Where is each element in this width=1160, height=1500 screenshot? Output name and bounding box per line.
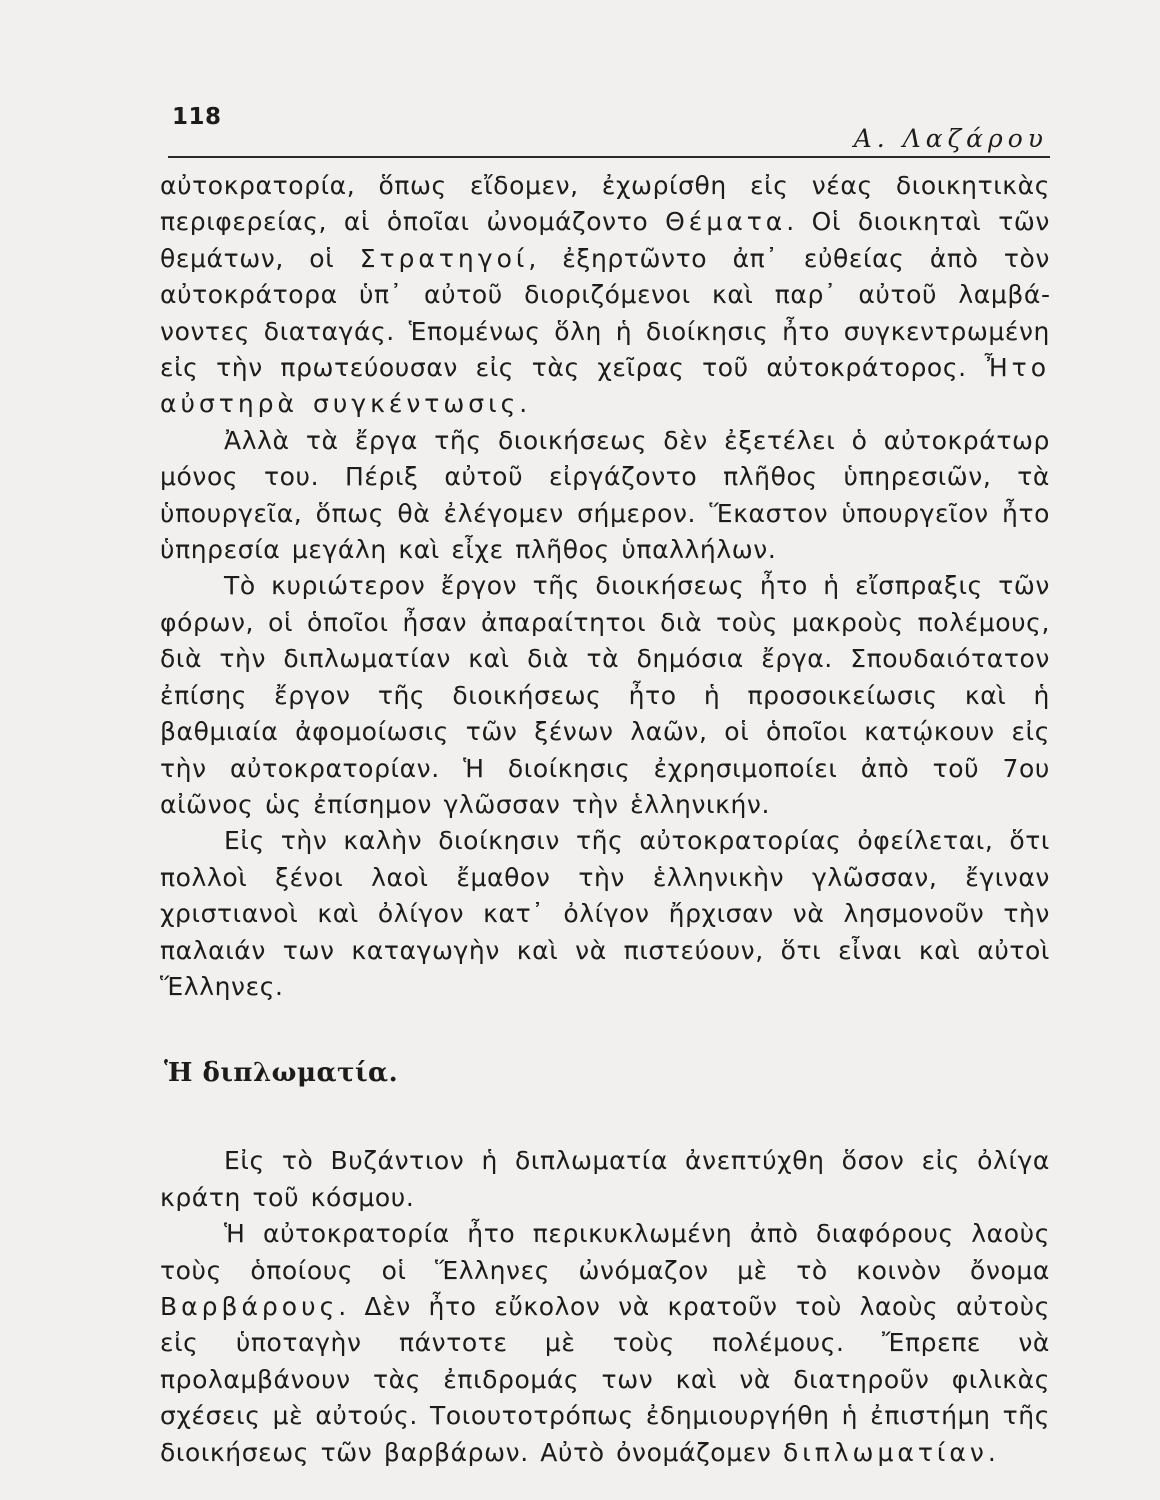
paragraph-themata <box>160 168 1050 423</box>
paragraph-text: . <box>987 1437 997 1467</box>
spaced-term-themata: Θέματα <box>665 207 787 237</box>
paragraph-text: . Οἱ διοικηταὶ τῶν θεμάτων, οἱ <box>160 207 1050 273</box>
spaced-term-barbarians: Βαρβάρους <box>160 1291 339 1321</box>
page-body <box>160 168 1050 1471</box>
paragraph-diplomacy-intro: Εἰς τὸ Βυζάντιον ἡ διπλωματία ἀνεπτύχθη ὅσον εἰς ὀλίγα κράτη τοῦ κόσμου. <box>160 1146 1050 1212</box>
running-head-author: Α. Λαζάρου <box>853 124 1048 153</box>
spaced-term-strategoi: Στρατηγοί <box>359 243 529 273</box>
page-number: 118 <box>172 104 222 130</box>
paragraph-barbarians <box>160 1216 1050 1471</box>
paragraph-hellenization: Εἰς τὴν καλὴν διοίκησιν τῆς αὐτοκρατορίας ὀφείλεται, ὅτι πολλοὶ ξένοι λαοὶ ἔμαθον τὴν ἑλληνικὴν γλῶσσαν, ἔγιναν χριστιανοὶ καὶ ὀλίγον κατ᾿ ὀλίγον ἤρχισαν νὰ λησμονοῦν τὴν παλαιάν των καταγωγὴν καὶ νὰ πιστεύουν, ὅτι εἶναι καὶ αὐτοὶ Ἕλληνες. <box>160 826 1050 1001</box>
paragraph-taxes: Τὸ κυριώτερον ἔργον τῆς διοικήσεως ἦτο ἡ εἴσπραξις τῶν φόρων, οἱ ὁποῖοι ἦσαν ἀπαραίτητοι διὰ τοὺς μακροὺς πολέμους, διὰ τὴν διπλωματίαν καὶ διὰ τὰ δημόσια ἔργα. Σπουδαιότατον ἐπίσης ἔργον τῆς διοικήσεως ἦτο ἡ προσοικείωσις καὶ ἡ βαθμιαία ἀφομοίωσις τῶν ξένων λαῶν, οἱ ὁποῖοι κατῴκουν εἰς τὴν αὐτοκρατορίαν. Ἡ διοίκησις ἐχρησιμοποίει ἀπὸ τοῦ 7ου αἰῶνος ὡς ἐπίσημον γλῶσσαν τὴν ἑλληνικήν. <box>160 571 1050 819</box>
paragraph-text: αὐτοκρατορία, ὅπως εἴδομεν, ἐχωρίσθη εἰς νέας διοικητικὰς περιφερείας, αἱ ὁποῖαι ὠνομάζοντο <box>160 171 1050 237</box>
spaced-term-diplomacy: διπλωματίαν <box>782 1437 988 1467</box>
section-heading-diplomacy: Ἡ διπλωματία. <box>164 1058 399 1089</box>
spaced-term-centralization: Ἦτο αὐστηρὰ συγκέντωσις <box>160 353 1050 419</box>
paragraph-text: Ἡ αὐτοκρατορία ἦτο περικυκλωμένη ἀπὸ διαφόρους λαοὺς τοὺς ὁποίους οἱ Ἕλληνες ὠνόμαζον μὲ τὸ κοινὸν ὄνομα <box>160 1219 1050 1285</box>
paragraph-ministries: Ἀλλὰ τὰ ἔργα τῆς διοικήσεως δὲν ἐξετέλει ὁ αὐτοκράτωρ μόνος του. Πέριξ αὐτοῦ εἰργάζοντο πλῆθος ὑπηρεσιῶν, τὰ ὑπουργεῖα, ὅπως θὰ ἐλέγομεν σήμερον. Ἕκαστον ὑπουργεῖον ἦτο ὑπηρεσία μεγάλη καὶ εἶχε πλῆθος ὑπαλλήλων. <box>160 425 1050 565</box>
paragraph-text: , ἐξηρτῶντο ἀπ᾿ εὐθείας ἀπὸ τὸν αὐτοκράτορα ὑπ᾿ αὐτοῦ διοριζόμενοι καὶ παρ᾿ αὐτοῦ λαμβάνοντες διαταγάς. Ἑπομένως ὅλη ἡ διοίκησις ἦτο συγκεντρωμένη εἰς τὴν πρωτεύουσαν εἰς τὰς χεῖρας τοῦ αὐτοκράτορος. <box>160 243 1050 383</box>
paragraph-text: . Δὲν ἦτο εὔκολον νὰ κρατοῦν τοὺ λαοὺς αὐτοὺς εἰς ὑποταγὴν πάντοτε μὲ τοὺς πολέμους. Ἔπρεπε νὰ προλαμβάνουν τὰς ἐπιδρομάς των καὶ νὰ διατηροῦν φιλικὰς σχέσεις μὲ αὐτούς. Τοιουτοτρόπως ἐδημιουργήθη ἡ ἐπιστήμη τῆς διοικήσεως τῶν βαρβάρων. Αὐτὸ ὀνομάζομεν <box>160 1291 1050 1467</box>
header-rule <box>168 156 1050 158</box>
paragraph-text: . <box>519 389 528 419</box>
